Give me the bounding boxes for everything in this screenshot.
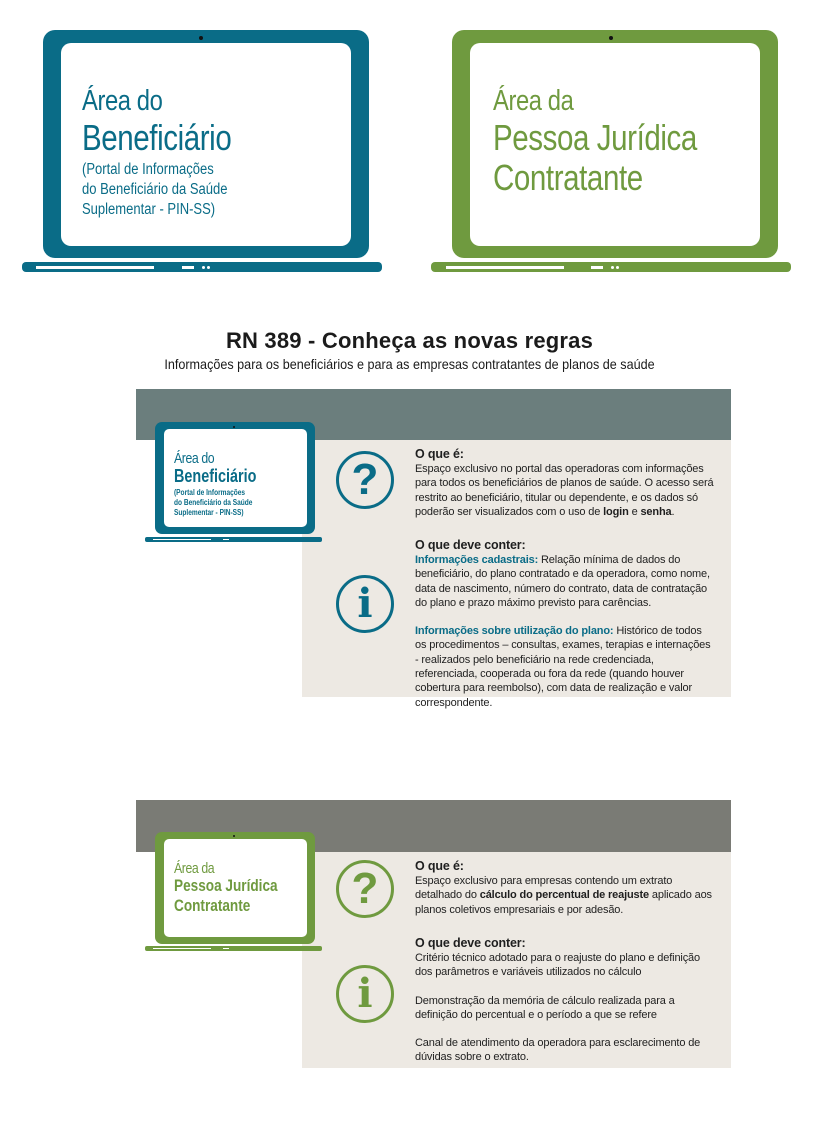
must-contain-item [415,553,715,610]
must-contain-block [415,538,715,710]
what-is-text [415,462,725,519]
text: aplicado aos planos coletivos empresariais e por adesão. [415,889,712,916]
base-dash [182,266,194,269]
info-icon [336,575,394,633]
what-is-block [415,859,715,917]
hero-area-label: Área do [82,85,163,117]
subtitle-line: (Portal de Informações [174,488,246,497]
question-glyph: ? [351,864,379,913]
hero-area-title: Beneficiário [82,117,232,158]
must-contain-item: Critério técnico adotado para o reajuste do plano e definição dos parâmetros e variáveis utilizados no cálculo [415,952,700,979]
subtitle-line: do Beneficiário da Saúde [174,498,253,507]
small-area-label: Área do [174,450,215,467]
base-line [36,266,154,269]
base-line [153,539,211,540]
small-laptop-base [145,537,322,542]
title-line: Pessoa Jurídica [174,876,278,895]
small-area-label: Área da [174,860,215,877]
login-keyword: login [603,505,629,518]
camera-dot [233,835,235,837]
what-is-heading: O que é: [415,859,464,873]
title-line: Contratante [174,896,251,915]
camera-dot [609,36,613,40]
small-area-title: Beneficiário [174,466,257,486]
base-dot [202,266,205,269]
page-subtitle: Informações para os beneficiários e para as empresas contratantes de planos de saúde [164,356,655,372]
hero-area-title: Pessoa Jurídica [493,117,697,158]
base-dash [223,948,229,949]
subtitle-line: do Beneficiário da Saúde [82,181,228,198]
base-dot [611,266,614,269]
base-dot [616,266,619,269]
camera-dot [233,426,235,428]
subtitle-line: Suplementar - PIN-SS) [174,508,244,517]
base-dash [223,539,229,540]
what-is-text [415,874,715,917]
info-icon [336,965,394,1023]
hero-area-subtitle [82,160,228,220]
question-glyph: ? [351,455,379,504]
must-contain-item: Demonstração da memória de cálculo realizada para a definição do percentual e o período a que se refere [415,994,675,1021]
info-glyph: i [357,970,373,1017]
question-icon [336,451,394,509]
text: Espaço exclusivo para empresas contendo um extrato detalhado do [415,875,673,902]
senha-keyword: senha [640,505,672,518]
small-laptop-base [145,946,322,951]
small-area-subtitle [174,488,252,518]
must-contain-block [415,936,715,1065]
camera-dot [199,36,203,40]
base-line [153,948,211,949]
base-dash [591,266,603,269]
subtitle-line: Suplementar - PIN-SS) [82,201,216,218]
small-area-title [174,876,278,916]
what-is-block [415,447,725,519]
must-contain-heading: O que deve conter: [415,538,526,552]
must-contain-item: Canal de atendimento da operadora para esclarecimento de dúvidas sobre o extrato. [415,1037,701,1064]
text: . [671,505,675,518]
hero-area-label: Área da [493,85,574,117]
laptop-base [22,262,382,272]
what-is-heading: O que é: [415,447,464,461]
laptop-base [431,262,791,272]
base-dot [207,266,210,269]
item-label: Informações sobre utilização do plano: [415,625,614,638]
question-icon [336,860,394,918]
must-contain-heading: O que deve conter: [415,936,526,950]
hero-area-title-2: Contratante [493,157,643,198]
subtitle-line: (Portal de Informações [82,161,214,178]
info-glyph: i [357,580,373,627]
item-text: Relação mínima de dados do beneficiário, do plano contratado e da operadora, como nome, data de nascimento, número do contrato, data de contratação do plano e prazo máximo previsto para carências. [415,554,710,609]
base-line [446,266,564,269]
page-title: RN 389 - Conheça as novas regras [225,328,594,353]
must-contain-item [415,624,715,710]
text: Espaço exclusivo no portal das operadoras com informações para todos os beneficiários de planos de saúde. O acesso será restrito ao beneficiário, titular ou dependente, e os dados só poderão ser visualizados com o uso de [415,463,714,518]
item-text: Histórico de todos os procedimentos – consultas, exames, terapias e internações - realizados pelo beneficiário na rede credenciada, referenciada, cooperada ou fora da rede (quando houver cobertura para reembolso), com data de realização e valor correspondente. [415,625,711,709]
item-label: Informações cadastrais: [415,554,539,566]
text: e [628,505,641,518]
reajuste-keyword: cálculo do percentual de reajuste [479,889,650,902]
